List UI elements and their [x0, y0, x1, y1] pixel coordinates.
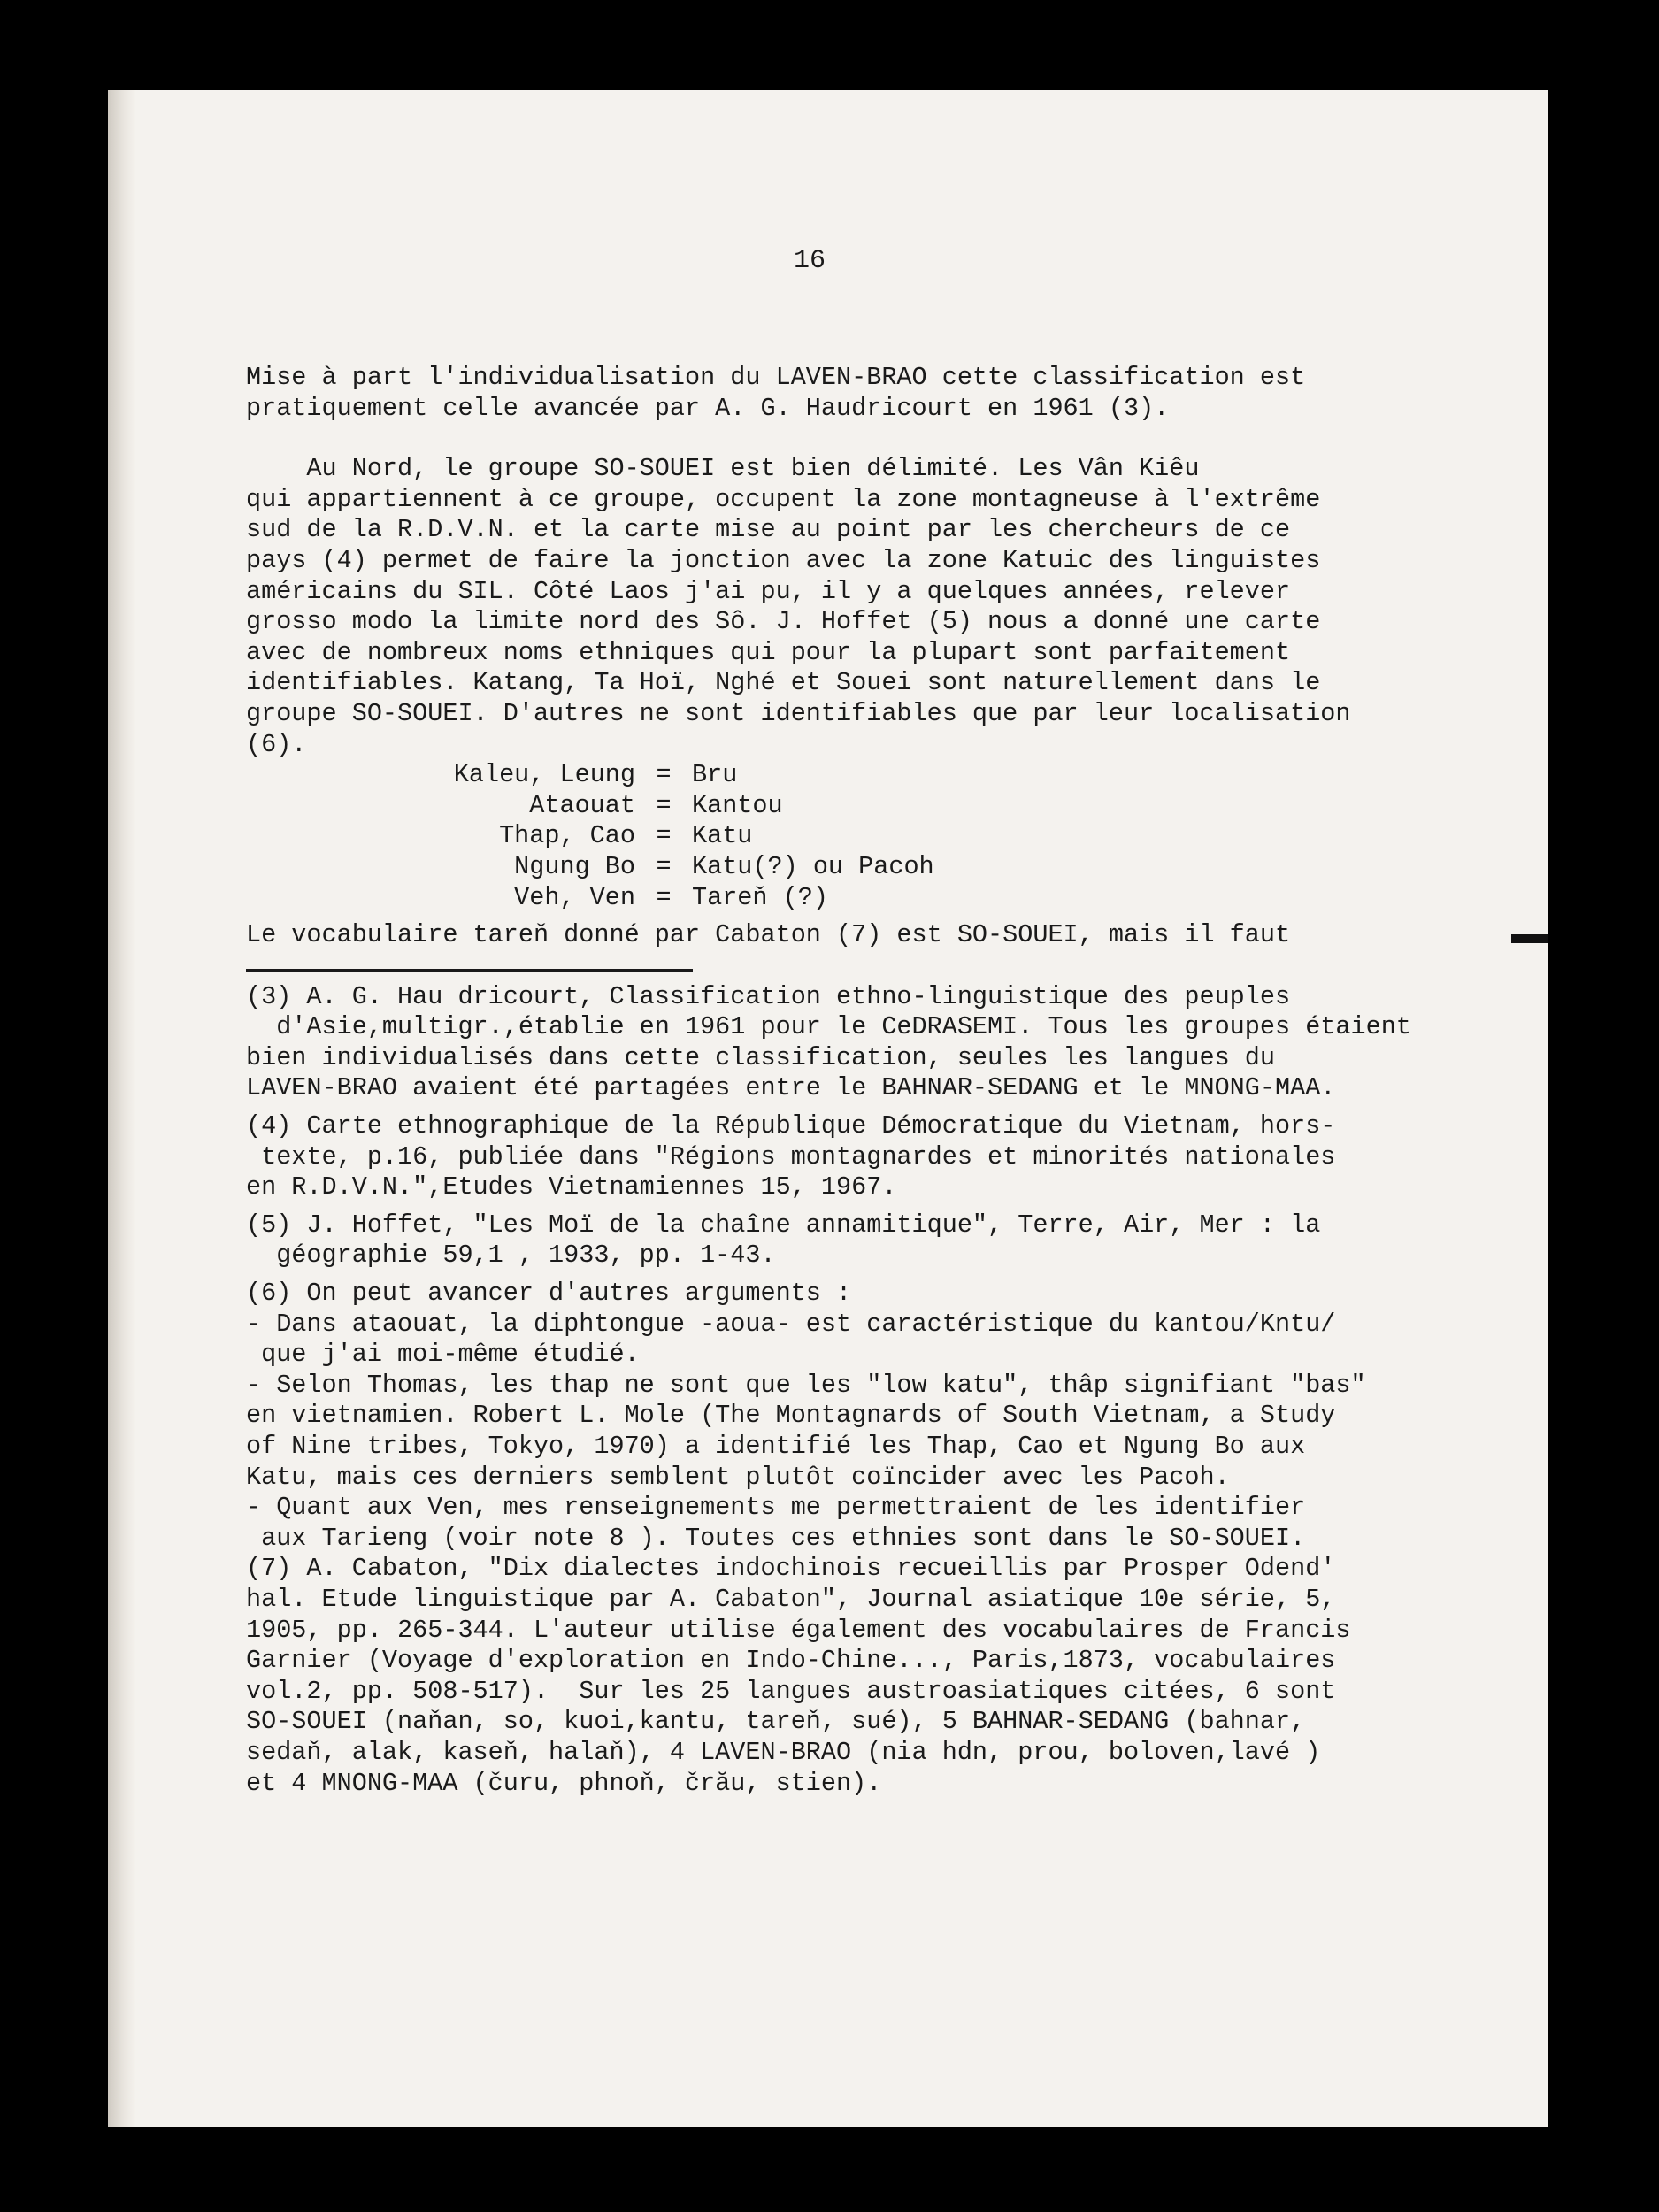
footnote-line: (5) J. Hoffet, "Les Moï de la chaîne annamitique", Terre, Air, Mer : la	[246, 1210, 1321, 1240]
footnote-line: en vietnamien. Robert L. Mole (The Montagnards of South Vietnam, a Study	[246, 1401, 1336, 1431]
footnote-line: que j'ai moi-même étudié.	[246, 1340, 640, 1370]
footnote-line: et 4 MNONG-MAA (čuru, phnoň, črău, stien).	[246, 1768, 882, 1798]
ethnic-equivalent: Bru	[692, 760, 738, 790]
text-line: Mise à part l'individualisation du LAVEN-BRAO cette classification est	[246, 363, 1306, 392]
text-line: (6).	[246, 729, 307, 759]
equals-sign: =	[656, 821, 672, 851]
text-line: pratiquement celle avancée par A. G. Haudricourt en 1961 (3).	[246, 393, 1170, 423]
ethnic-equivalent: Tareň (?)	[692, 882, 828, 912]
footnote-line: géographie 59,1 , 1933, pp. 1-43.	[246, 1240, 776, 1271]
ethnic-name: Veh, Ven	[514, 882, 635, 912]
text-line: Le vocabulaire tareň donné par Cabaton (7) est SO-SOUEI, mais il faut	[246, 920, 1291, 950]
footnote-line: d'Asie,multigr.,établie en 1961 pour le CeDRASEMI. Tous les groupes étaient	[246, 1012, 1411, 1042]
footnote-line: bien individualisés dans cette classification, seules les langues du	[246, 1042, 1275, 1072]
footnote-line: 1905, pp. 265-344. L'auteur utilise également des vocabulaires de Francis	[246, 1615, 1351, 1645]
edge-tab-mark	[1511, 934, 1548, 943]
footnote-line: - Quant aux Ven, mes renseignements me permettraient de les identifier	[246, 1493, 1306, 1523]
footnote-line: LAVEN-BRAO avaient été partagées entre le BAHNAR-SEDANG et le MNONG-MAA.	[246, 1073, 1336, 1103]
equivalence-table	[334, 760, 1476, 913]
page-binding-edge	[108, 90, 136, 2127]
footnote-line: (6) On peut avancer d'autres arguments :	[246, 1279, 852, 1309]
page-number: 16	[794, 246, 826, 276]
footnote-line: en R.D.V.N.",Etudes Vietnamiennes 15, 1967.	[246, 1172, 897, 1202]
text-line: pays (4) permet de faire la jonction avec la zone Katuic des linguistes	[246, 545, 1321, 575]
text-line: sud de la R.D.V.N. et la carte mise au point par les chercheurs de ce	[246, 515, 1291, 545]
footnote-separator	[246, 969, 693, 972]
text-line: identifiables. Katang, Ta Hoï, Nghé et Souei sont naturellement dans le	[246, 668, 1321, 698]
equals-sign: =	[656, 882, 672, 912]
ethnic-equivalent: Katu(?) ou Pacoh	[692, 851, 934, 881]
footnote-line: of Nine tribes, Tokyo, 1970) a identifié les Thap, Cao et Ngung Bo aux	[246, 1432, 1306, 1461]
footnote-line: (3) A. G. Hau dricourt, Classification ethno-linguistique des peuples	[246, 981, 1291, 1011]
ethnic-name: Ataouat	[529, 790, 635, 820]
ethnic-name: Ngung Bo	[514, 851, 635, 881]
footnote-line: SO-SOUEI (naňan, so, kuoi,kantu, tareň, sué), 5 BAHNAR-SEDANG (bahnar,	[246, 1707, 1306, 1737]
text-line: américains du SIL. Côté Laos j'ai pu, il y a quelques années, relever	[246, 576, 1291, 606]
text-line: Au Nord, le groupe SO-SOUEI est bien délimité. Les Vân Kiêu	[246, 454, 1200, 484]
text-line: qui appartiennent à ce groupe, occupent la zone montagneuse à l'extrême	[246, 484, 1321, 514]
footnote-line: - Dans ataouat, la diphtongue -aoua- est caractéristique du kantou/Kntu/	[246, 1309, 1336, 1339]
footnote-line: vol.2, pp. 508-517). Sur les 25 langues austroasiatiques citées, 6 sont	[246, 1676, 1336, 1706]
footnote-line: hal. Etude linguistique par A. Cabaton", Journal asiatique 10e série, 5,	[246, 1584, 1336, 1614]
equals-sign: =	[656, 760, 672, 790]
ethnic-equivalent: Katu	[692, 821, 753, 851]
equals-sign: =	[656, 851, 672, 881]
footnote-line: Garnier (Voyage d'exploration en Indo-Chine..., Paris,1873, vocabulaires	[246, 1646, 1336, 1676]
footnote-line: Katu, mais ces derniers semblent plutôt coïncider avec les Pacoh.	[246, 1462, 1230, 1492]
text-line: avec de nombreux noms ethniques qui pour la plupart sont parfaitement	[246, 637, 1291, 667]
footnote-line: - Selon Thomas, les thap ne sont que les "low katu", thâp signifiant "bas"	[246, 1370, 1366, 1400]
footnote-line: aux Tarieng (voir note 8 ). Toutes ces ethnies sont dans le SO-SOUEI.	[246, 1523, 1306, 1553]
ethnic-name: Thap, Cao	[499, 821, 635, 851]
footnote-line: sedaň, alak, kaseň, halaň), 4 LAVEN-BRAO (nia hdn, prou, boloven,lavé )	[246, 1737, 1321, 1767]
footnote-line: (4) Carte ethnographique de la République Démocratique du Vietnam, hors-	[246, 1111, 1336, 1141]
ethnic-equivalent: Kantou	[692, 790, 783, 820]
equals-sign: =	[656, 790, 672, 820]
text-line: groupe SO-SOUEI. D'autres ne sont identifiables que par leur localisation	[246, 698, 1351, 728]
page-body	[246, 363, 1476, 1799]
text-line: grosso modo la limite nord des Sô. J. Hoffet (5) nous a donné une carte	[246, 607, 1321, 637]
footnote-line: texte, p.16, publiée dans "Régions montagnardes et minorités nationales	[246, 1141, 1336, 1171]
ethnic-name: Kaleu, Leung	[453, 760, 635, 790]
footnote-line: (7) A. Cabaton, "Dix dialectes indochinois recueillis par Prosper Odend'	[246, 1554, 1336, 1584]
